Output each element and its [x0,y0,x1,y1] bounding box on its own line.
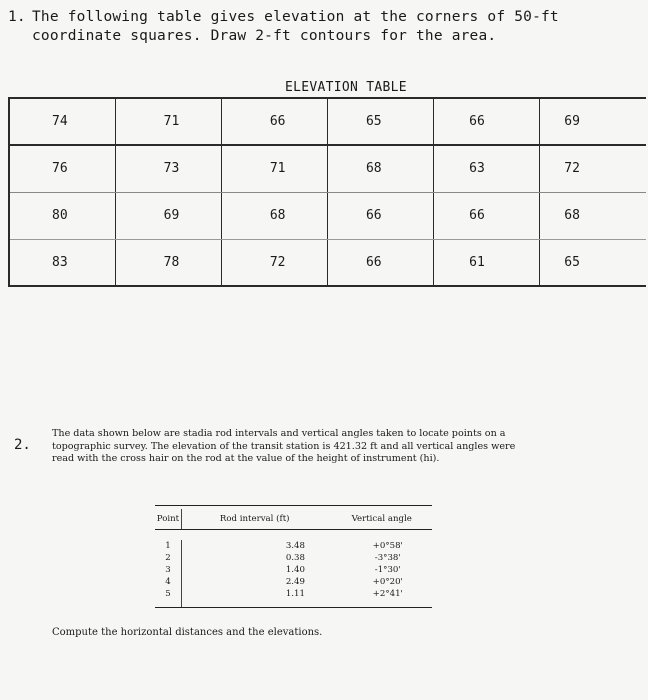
table-cell: 65 [365,114,382,129]
table-top-rule [155,505,432,506]
table-cell: 74 [52,114,68,129]
stadia-table [155,505,432,608]
point-header: Point [155,509,182,529]
point-value: 1 [165,541,171,551]
vertical-angle-value: -3°38' [374,553,401,563]
compute-instruction: Compute the horizontal distances and the elevations. [52,627,323,638]
table-cell: 80 [52,208,68,223]
table-cell: 65 [564,254,580,270]
table-cell: 72 [564,161,580,177]
table-cell: 63 [469,161,485,177]
table-cell: 66 [365,208,382,223]
question-2-text: The data shown below are stadia rod intervals and vertical angles taken to locate points on a topographic survey. The elevation of the transit station is 421.32 ft and all vertical angles were read with the cross hair on the rod at the value of the height of instrument (hi). [52,428,516,464]
rod-interval-value: 1.40 [285,565,305,575]
vertical-angle-value: +0°58' [372,541,403,551]
question-1-number: 1. [8,9,26,25]
vertical-angle-value: +2°41' [372,589,403,599]
point-column [155,540,182,607]
stadia-table-header [155,509,432,530]
question-2-number: 2. [14,437,31,453]
rod-interval-value: 2.49 [285,577,305,587]
rod-interval-value: 1.11 [285,589,305,599]
table-cell: 66 [469,114,485,129]
vertical-angle-column [332,540,432,607]
table-cell: 69 [564,114,580,129]
elevation-table [8,97,646,287]
table-cell: 76 [52,161,68,177]
point-value: 3 [165,565,171,575]
table-row [9,98,646,145]
table-cell: 69 [163,208,180,223]
table-cell: 68 [269,208,286,223]
rod-interval-header: Rod interval (ft) [219,514,290,524]
table-cell: 66 [469,208,485,223]
rod-interval-value: 0.38 [285,553,305,563]
rod-interval-column [182,540,332,607]
vertical-angle-header: Vertical angle [351,514,412,524]
table-cell: 66 [365,254,382,270]
question-1-line-1: The following table gives elevation at the corners of 50-ft [32,9,559,25]
table-row [9,145,646,192]
table-cell: 71 [163,114,180,129]
table-cell: 78 [163,254,180,270]
elevation-table-title: ELEVATION TABLE [285,80,407,95]
table-cell: 83 [52,254,68,270]
vertical-angle-value: +0°20' [372,577,403,587]
table-cell: 73 [163,161,180,177]
table-row [9,192,646,239]
table-row [9,239,646,286]
vertical-angle-value: -1°30' [374,565,401,575]
table-cell: 66 [269,114,286,129]
question-1-line-2: coordinate squares. Draw 2-ft contours for the area. [32,28,497,44]
point-value: 2 [165,553,171,563]
stadia-table-body [155,530,432,608]
table-cell: 68 [564,208,580,223]
point-value: 5 [165,589,171,599]
rod-interval-value: 3.48 [285,541,305,551]
table-cell: 72 [269,254,286,270]
table-cell: 61 [469,254,485,270]
point-value: 4 [165,577,171,587]
table-cell: 71 [269,161,286,177]
table-cell: 68 [365,161,382,177]
